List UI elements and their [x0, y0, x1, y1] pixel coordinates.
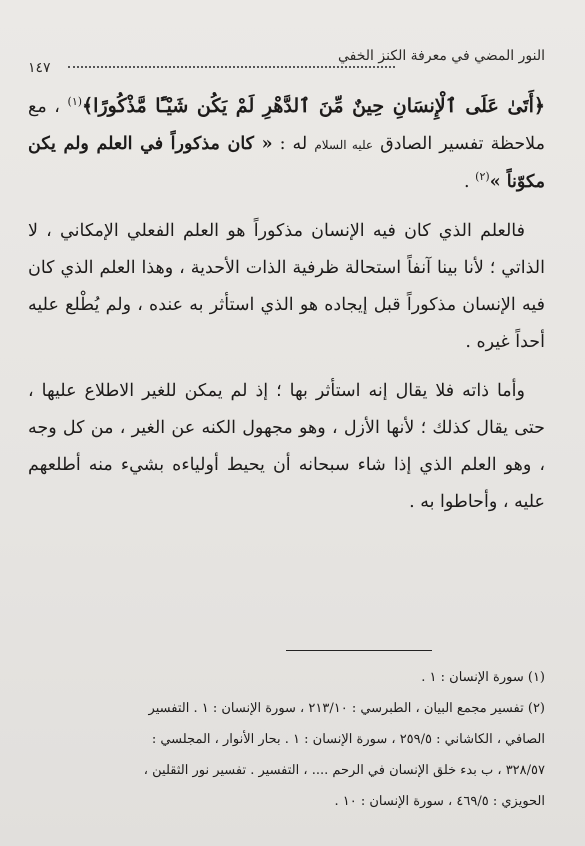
footnote-line: ٣٢٨/٥٧ ، ب بدء خلق الإنسان في الرحم .... ، التفسير . تفسير نور الثقلين ،: [143, 763, 545, 778]
footnotes: [28, 662, 545, 817]
footnote-line: (٢) تفسير مجمع البيان ، الطبرسي : ٢١٣/١٠ ، سورة الإنسان : ١ . التفسير: [148, 701, 545, 716]
quranic-verse: أَتَىٰ عَلَى ٱلْإِنسَانِ حِينٌ مِّنَ ٱلدَّهْرِ لَمْ يَكُن شَيْـًٔا مَّذْكُورًا: [93, 95, 534, 117]
end-dot: .: [464, 172, 470, 192]
paragraph-2: [28, 373, 545, 521]
hadith-quote: « كان مذكوراً في العلم ولم يكن مكوّناً »: [28, 134, 545, 192]
footnote-line: الصافي ، الكاشاني : ٢٥٩/٥ ، سورة الإنسان : ١ . بحار الأنوار ، المجلسي :: [151, 732, 545, 747]
verse-open-bracket: ﴿: [533, 95, 545, 117]
page-header: [28, 48, 545, 78]
lah-text: له :: [279, 134, 308, 154]
footnote-line: الحويزي : ٤٦٩/٥ ، سورة الإنسان : ١٠ .: [334, 794, 545, 809]
paragraph-2-text: وأما ذاته فلا يقال إنه استأثر بها ؛ إذ لم يمكن للغير الاطلاع عليها ، حتى يقال كذلك ؛ لأنها الأزل ، وهو مجهول الكنه عن الغير ، من كل وجه ، وهو العلم الذي إذا شاء سبحانه أن يحيط أولياءه بشيء منه أطلعهم عليه ، وأحاطوا به .: [28, 381, 545, 512]
verse-close-bracket: ﴾: [82, 95, 94, 117]
salutation-glyph: عليه السلام: [314, 138, 374, 152]
paragraph-1-text: فالعلم الذي كان فيه الإنسان مذكوراً هو العلم الفعلي الإمكاني ، لا الذاتي ؛ لأنا بينا آنفاً استحالة ظرفية الذات الأحدية ، وهذا العلم الذي كان فيه الإنسان مذكوراً قبل إيجاده هو الذي استأثر به عنده ، ولم يُطْلع عليه أحداً غيره .: [28, 221, 545, 352]
footnote-line: (١) سورة الإنسان : ١ .: [421, 670, 545, 685]
main-text: [28, 88, 545, 521]
paragraph-1: [28, 213, 545, 361]
footnote-marker-1: (١): [67, 95, 83, 109]
verse-paragraph: [28, 88, 545, 201]
verse-commentary: ، مع ملاحظة تفسير الصادق: [28, 97, 545, 154]
page-number: ١٤٧: [28, 60, 51, 76]
running-title: النور المضي في معرفة الكنز الخفي: [338, 48, 545, 64]
dotted-leader: [68, 66, 395, 68]
footnote-marker-2: (٢): [475, 170, 490, 184]
footnote-separator: [286, 650, 432, 651]
